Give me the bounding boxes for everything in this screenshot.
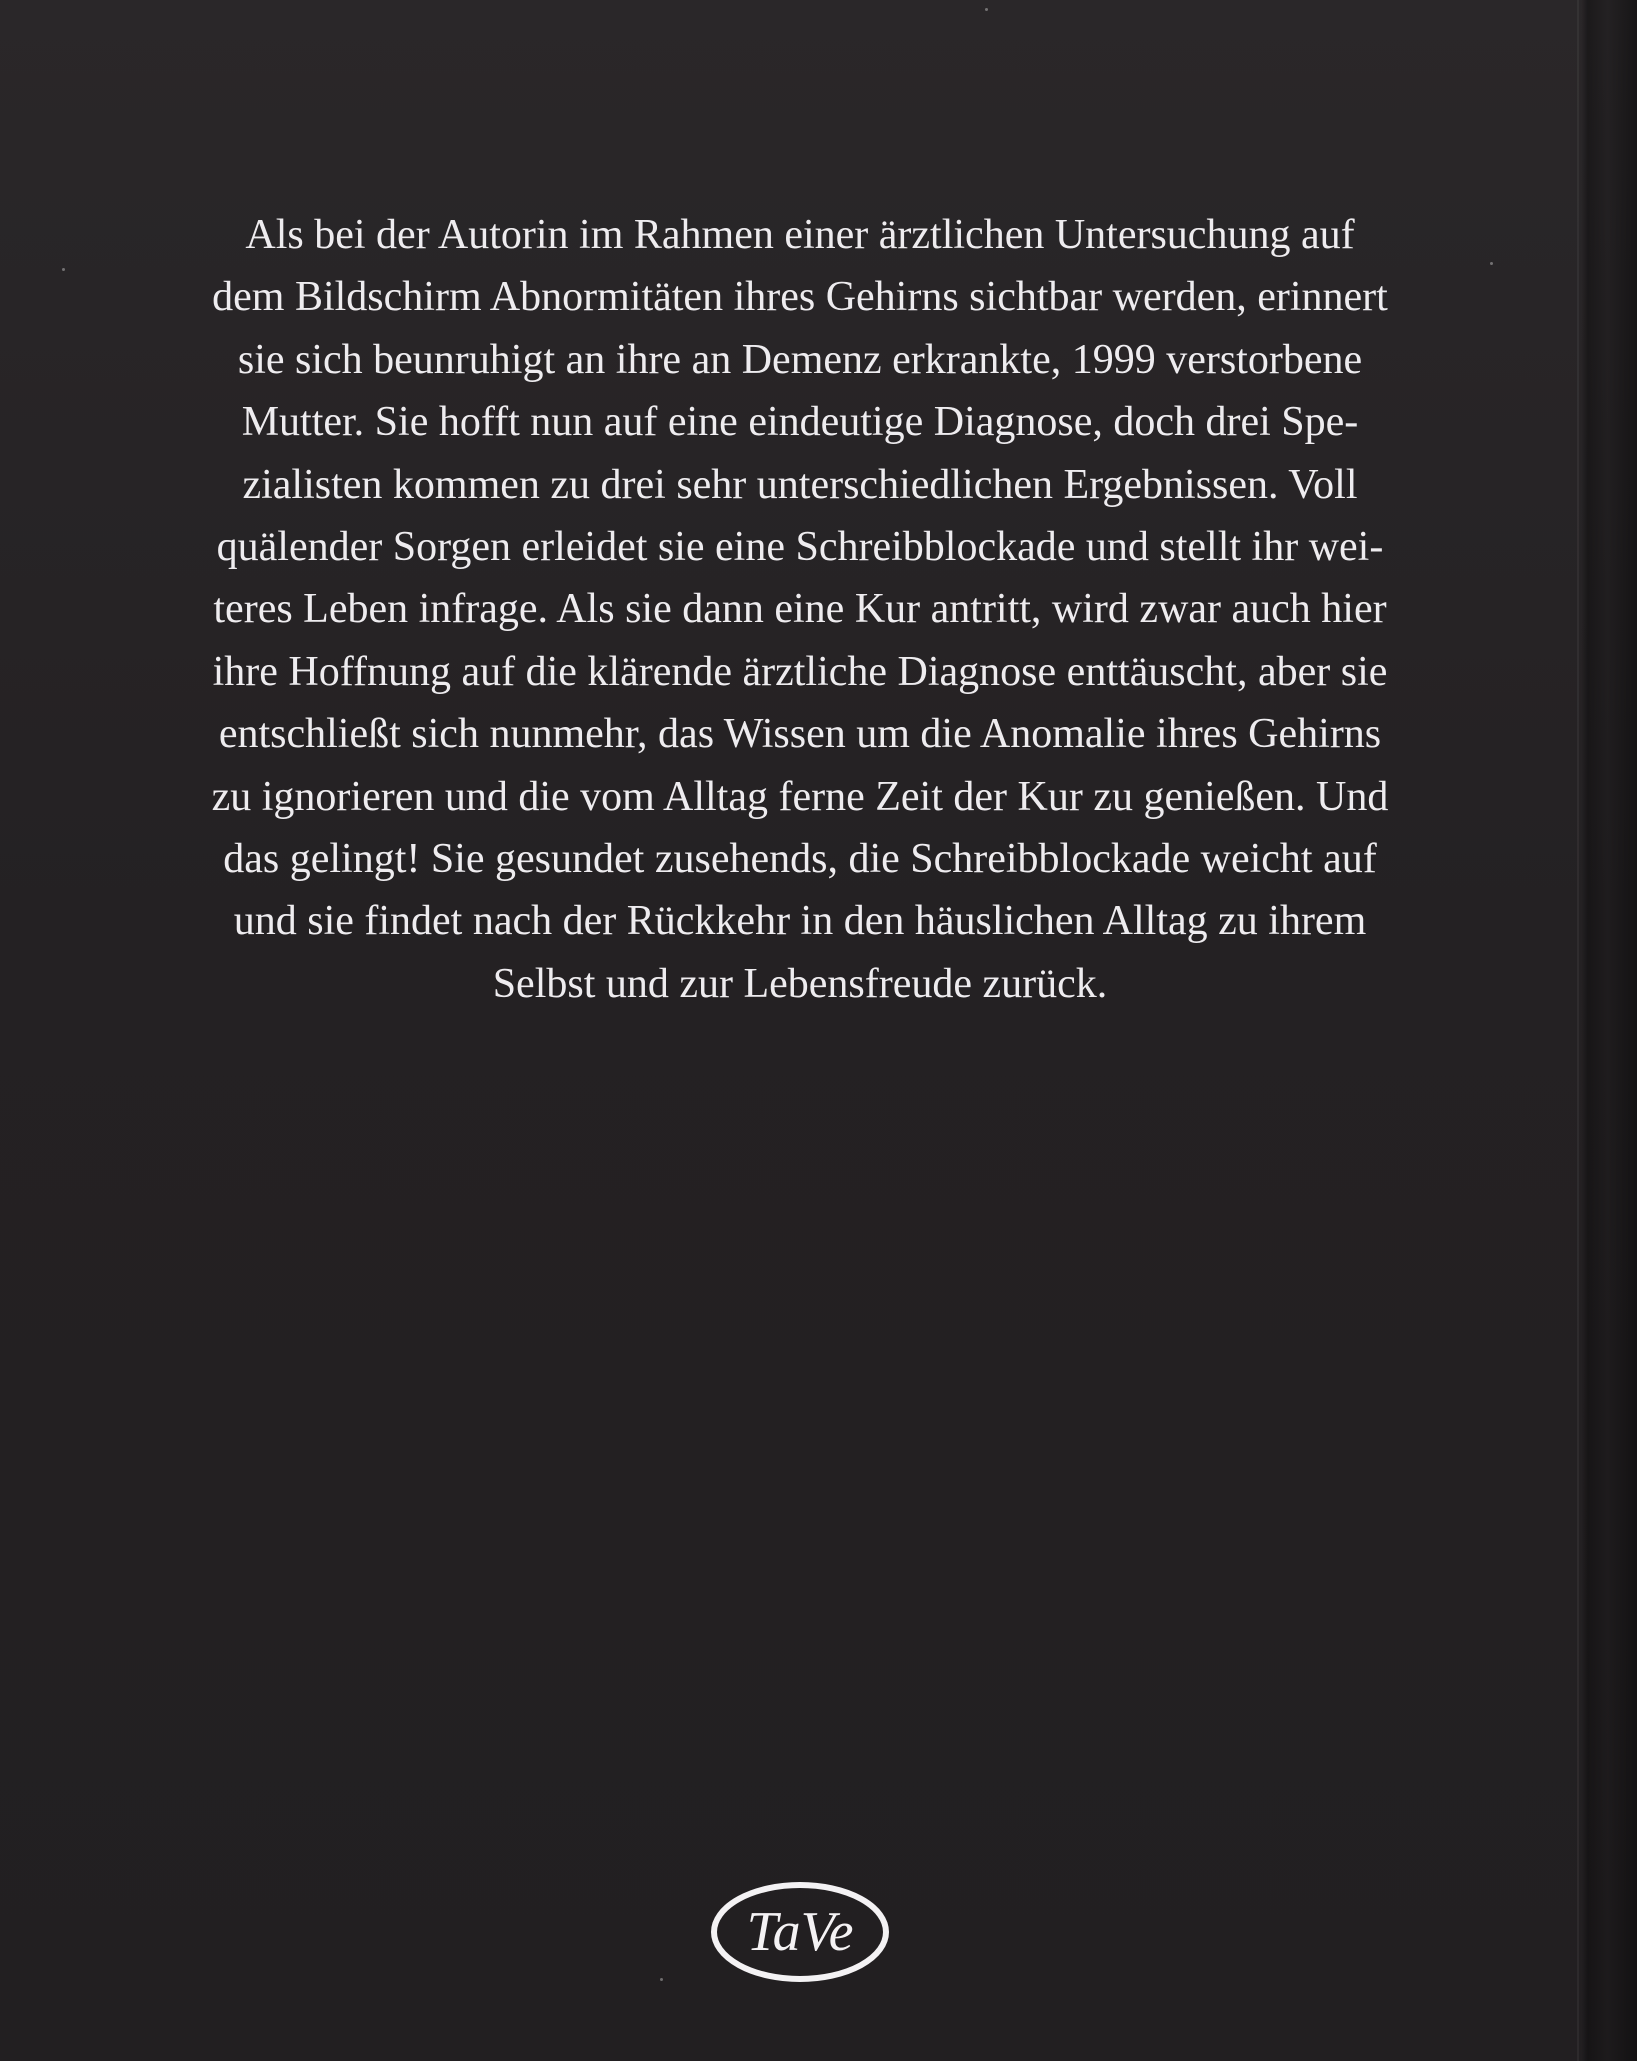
blurb-line: zialisten kommen zu drei sehr unterschiedlichen Ergebnissen. Voll [242,461,1358,508]
blurb-line: entschließt sich nunmehr, das Wissen um die Anomalie ihres Gehirns [218,711,1382,758]
dust-speck [985,8,988,11]
blurb-line: sie sich beunruhigt an ihre an Demenz erkrankte, 1999 verstorbene [237,336,1363,383]
publisher-logo-graphic [709,1880,891,1984]
dust-speck [62,268,65,271]
blurb-line: teres Leben infrage. Als sie dann eine Kur antritt, wird zwar auch hier [213,586,1387,633]
dust-speck [1490,262,1493,265]
blurb-line: Mutter. Sie hofft nun auf eine eindeutige Diagnose, doch drei Spe- [241,399,1359,446]
blurb-line: dem Bildschirm Abnormitäten ihres Gehirns sichtbar werden, erinnert [212,274,1388,321]
blurb-text [150,204,1450,1015]
blurb-line: ihre Hoffnung auf die klärende ärztliche Diagnose enttäuscht, aber sie [212,648,1388,695]
blurb-line: das gelingt! Sie gesundet zusehends, die Schreibblockade weicht auf [223,836,1377,883]
blurb-line: und sie findet nach der Rückkehr in den häuslichen Alltag zu ihrem [233,898,1367,945]
spine-edge [1577,0,1579,2061]
logo-text: TaVe [746,1901,854,1963]
blurb-line: Selbst und zur Lebensfreude zurück. [492,960,1108,1007]
blurb-line: quälender Sorgen erleidet sie eine Schreibblockade und stellt ihr wei- [216,524,1384,571]
blurb-line: zu ignorieren und die vom Alltag ferne Zeit der Kur zu genießen. Und [211,773,1389,820]
blurb-line: Als bei der Autorin im Rahmen einer ärztlichen Untersuchung auf [245,212,1355,258]
dust-speck [660,1978,663,1981]
publisher-logo [709,1880,891,1984]
